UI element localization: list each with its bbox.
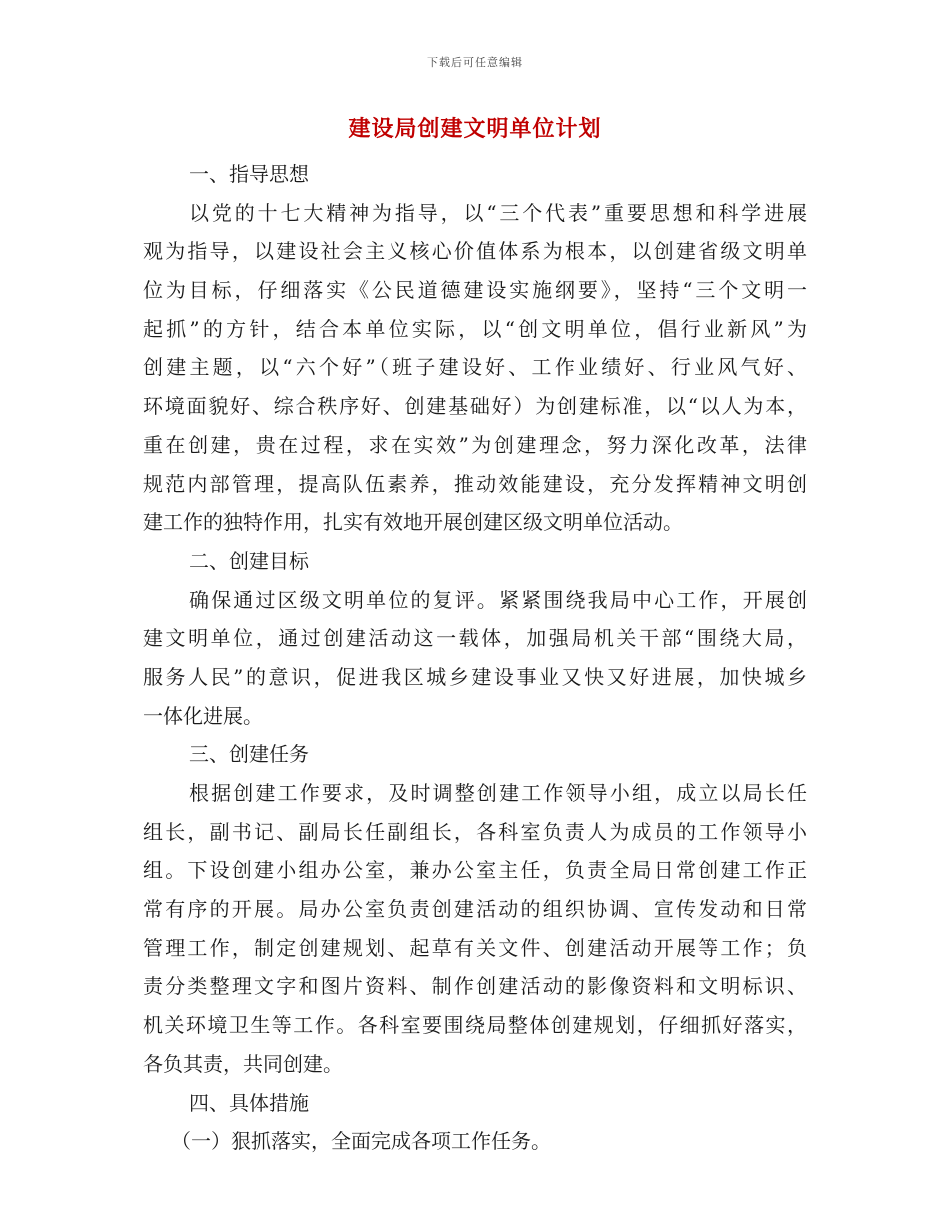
text-line: 根据创建工作要求，及时调整创建工作领导小组，成立以局长任 (189, 781, 807, 805)
text-line: 各负其责，共同创建。 (143, 1051, 343, 1076)
header-note: 下载后可任意编辑 (427, 56, 523, 69)
document-body (143, 155, 807, 1161)
text-line: 起抓”的方针，结合本单位实际，以“创文明单位，倡行业新风”为 (143, 316, 807, 341)
text-line: 一体化进展。 (143, 703, 263, 728)
section-heading: 一、指导思想 (189, 162, 309, 186)
text-line: 创建主题，以“六个好”（班子建设好、工作业绩好、行业风气好、 (143, 355, 807, 380)
text-line: 服务人民”的意识，促进我区城乡建设事业又快又好进展，加快城乡 (143, 664, 807, 689)
text-line: 规范内部管理，提高队伍素养，推动效能建设，充分发挥精神文明创 (143, 471, 807, 496)
text-line: 位为目标，仔细落实《公民道德建设实施纲要》，坚持“三个文明一 (143, 278, 807, 303)
document-title: 建设局创建文明单位计划 (348, 117, 602, 142)
text-line: 建工作的独特作用，扎实有效地开展创建区级文明单位活动。 (143, 510, 683, 535)
text-line: 重在创建，贵在过程，求在实效”为创建理念，努力深化改革，法律 (143, 432, 807, 457)
section-heading: 二、创建目标 (189, 548, 309, 573)
text-line: 组。下设创建小组办公室，兼办公室主任，负责全局日常创建工作正 (143, 858, 807, 883)
text-line: 组长，副书记、副局长任副组长，各科室负责人为成员的工作领导小 (143, 819, 807, 844)
text-line: 以党的十七大精神为指导，以“三个代表”重要思想和科学进展 (189, 200, 807, 225)
text-line: 观为指导，以建设社会主义核心价值体系为根本，以创建省级文明单 (143, 239, 807, 264)
text-line: 常有序的开展。局办公室负责创建活动的组织协调、宣传发动和日常 (143, 897, 807, 922)
text-line: （一）狠抓落实，全面完成各项工作任务。 (171, 1129, 551, 1154)
text-line: 机关环境卫生等工作。各科室要围绕局整体创建规划，仔细抓好落实， (143, 1013, 807, 1038)
text-line: 环境面貌好、综合秩序好、创建基础好）为创建标准，以“以人为本， (143, 394, 807, 419)
text-line: 确保通过区级文明单位的复评。紧紧围绕我局中心工作，开展创 (189, 587, 807, 612)
text-line: 建文明单位，通过创建活动这一载体，加强局机关干部“围绕大局， (143, 626, 807, 651)
section-heading: 三、创建任务 (189, 742, 309, 767)
text-line: 责分类整理文字和图片资料、制作创建活动的影像资料和文明标识、 (143, 974, 807, 999)
text-line: 管理工作，制定创建规划、起草有关文件、创建活动开展等工作；负 (143, 935, 807, 960)
section-heading: 四、具体措施 (189, 1090, 309, 1115)
